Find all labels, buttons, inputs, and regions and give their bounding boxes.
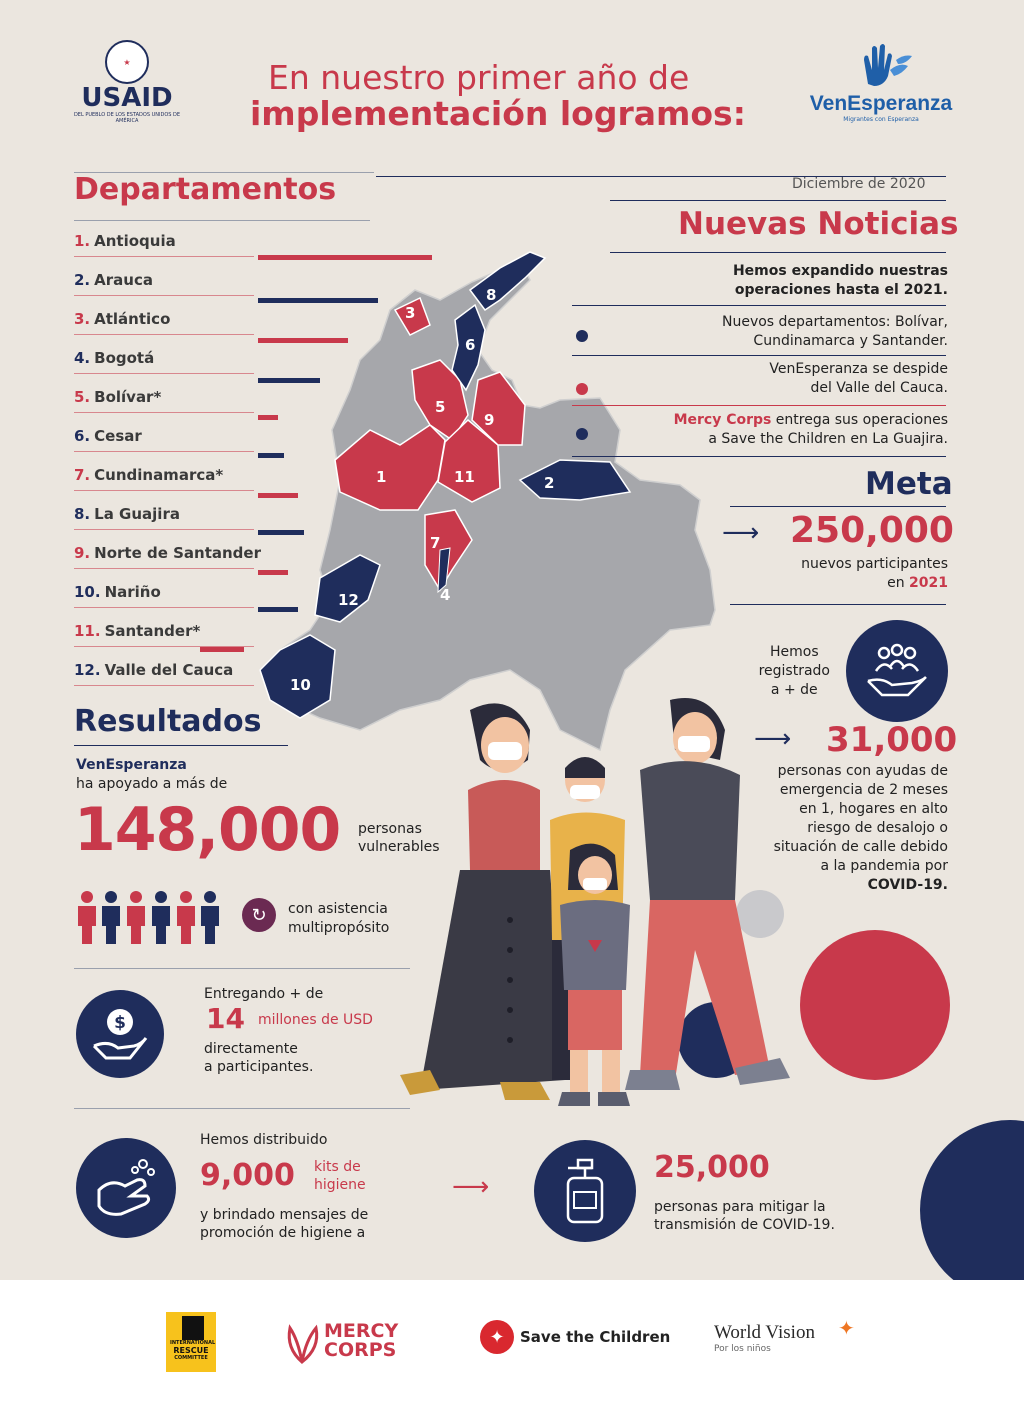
- sanitizer-icon: [534, 1140, 636, 1242]
- map-label-3: 3: [405, 304, 416, 322]
- dinero-description: directamente a participantes.: [204, 1041, 314, 1075]
- departamento-name: Norte de Santander: [94, 544, 261, 562]
- dinero-number: 14: [206, 1002, 245, 1035]
- usaid-name: USAID: [81, 83, 173, 113]
- departamento-number: 1.: [74, 232, 91, 250]
- departamento-divider: [74, 685, 254, 686]
- higiene-number: 9,000: [200, 1158, 295, 1193]
- departamento-divider: [74, 295, 254, 296]
- resultados-people-label: personas vulnerables: [358, 821, 440, 855]
- page-title-line1: En nuestro primer año de: [268, 58, 690, 97]
- meta-description: nuevos participantes en 2021: [801, 556, 948, 591]
- arrow-right-icon: ⟶: [452, 1172, 490, 1202]
- bullet-dot: [576, 383, 588, 395]
- departamento-item: [74, 466, 223, 484]
- departamento-name: Cesar: [94, 427, 142, 445]
- hands-icon: [846, 40, 916, 88]
- departamento-divider: [74, 451, 254, 452]
- save-the-children-logo: ✦ Save the Children: [480, 1320, 670, 1354]
- handwash-icon: [76, 1138, 176, 1238]
- departamento-item: [74, 388, 161, 406]
- departamento-item: [74, 427, 142, 445]
- news-title: Nuevas Noticias: [678, 206, 959, 242]
- irc-logo: INTERNATIONAL RESCUE COMMITTEE: [166, 1312, 216, 1372]
- arrow-right-icon: ⟶: [722, 518, 760, 548]
- multipurpose-icon: ↻: [242, 898, 276, 932]
- registro-description: personas con ayudas de emergencia de 2 meses en 1, hogares en alto riesgo de desalojo o situación de calle debido a la pandemia por COVID-19.: [773, 763, 948, 893]
- meta-number: 250,000: [790, 510, 954, 551]
- departamento-divider: [74, 412, 254, 413]
- departamento-number: 10.: [74, 583, 101, 601]
- venesperanza-subtitle: Migrantes con Esperanza: [843, 116, 919, 123]
- departamento-item: [74, 349, 154, 367]
- map-label-7: 7: [430, 534, 441, 552]
- meta-title: Meta: [865, 466, 953, 502]
- departamento-name: Atlántico: [94, 310, 171, 328]
- departamento-number: 9.: [74, 544, 91, 562]
- departamento-divider: [74, 490, 254, 491]
- map-label-8: 8: [486, 286, 497, 304]
- departamento-item: [74, 661, 233, 679]
- map-label-6: 6: [465, 336, 476, 354]
- multipurpose-label: con asistencia multipropósito: [288, 901, 390, 936]
- resultados-intro: VenEsperanza ha apoyado a más de: [76, 757, 228, 792]
- map-label-1: 1: [376, 468, 387, 486]
- decorative-circle: [920, 1120, 1024, 1300]
- departamento-divider: [74, 256, 254, 257]
- map-label-10: 10: [290, 676, 311, 694]
- departamento-divider: [74, 334, 254, 335]
- map-label-9: 9: [484, 411, 495, 429]
- departamento-name: Arauca: [94, 271, 153, 289]
- person-icon: [201, 891, 219, 944]
- departamento-name: Nariño: [104, 583, 161, 601]
- departamento-item: [74, 271, 153, 289]
- news-item-3: Mercy Corps entrega sus operaciones a Save the Children en La Guajira.: [673, 412, 948, 447]
- map-label-11: 11: [454, 468, 475, 486]
- world-vision-star-icon: ✦: [838, 1316, 855, 1340]
- departamento-divider: [74, 373, 254, 374]
- departamento-divider: [74, 568, 254, 569]
- departamento-name: Cundinamarca*: [94, 466, 224, 484]
- page-title-line2: implementación logramos:: [250, 94, 746, 133]
- departamento-item: [74, 544, 261, 562]
- venesperanza-logo: [806, 40, 956, 123]
- save-the-children-icon: ✦: [480, 1320, 514, 1354]
- higiene-description: y brindado mensajes de promoción de higiene a: [200, 1207, 369, 1241]
- mercy-corps-icon: [282, 1318, 324, 1364]
- map-label-2: 2: [544, 474, 555, 492]
- person-icon: [78, 891, 96, 944]
- resultados-number: 148,000: [74, 795, 341, 865]
- higiene-result: personas para mitigar la transmisión de COVID-19.: [654, 1199, 835, 1233]
- colombia-map: [240, 230, 780, 760]
- departamento-number: 3.: [74, 310, 91, 328]
- resultados-title: Resultados: [74, 704, 262, 739]
- departamento-number: 12.: [74, 661, 101, 679]
- departamento-number: 5.: [74, 388, 91, 406]
- community-care-icon: [846, 620, 948, 722]
- registro-number: 31,000: [826, 720, 958, 760]
- departamento-name: Bolívar*: [94, 388, 162, 406]
- departamento-name: Valle del Cauca: [104, 661, 234, 679]
- irc-mark-icon: [182, 1316, 204, 1340]
- departamento-number: 8.: [74, 505, 91, 523]
- map-label-4: 4: [440, 586, 451, 604]
- arrow-right-icon: ⟶: [754, 724, 792, 754]
- bullet-dot: [576, 428, 588, 440]
- svg-text:$: $: [114, 1013, 126, 1033]
- person-icon: [152, 891, 170, 944]
- departamento-number: 6.: [74, 427, 91, 445]
- venesperanza-name: VenEsperanza: [809, 92, 953, 115]
- departamento-name: Santander*: [104, 622, 201, 640]
- decorative-circle: [800, 930, 950, 1080]
- usaid-seal-icon: ★: [105, 40, 149, 84]
- person-icon: [177, 891, 195, 944]
- departamento-item: [74, 622, 200, 640]
- departamento-divider: [74, 607, 254, 608]
- map-label-12: 12: [338, 591, 359, 609]
- news-expand-text: Hemos expandido nuestras operaciones hasta el 2021.: [732, 263, 948, 298]
- person-icon: [127, 891, 145, 944]
- family-illustration: [390, 690, 820, 1120]
- departamento-number: 4.: [74, 349, 91, 367]
- departamento-number: 2.: [74, 271, 91, 289]
- people-icons: [76, 890, 224, 944]
- news-item-1: Nuevos departamentos: Bolívar, Cundinamarca y Santander.: [721, 314, 948, 349]
- departamento-item: [74, 505, 180, 523]
- news-item-2: VenEsperanza se despide del Valle del Cauca.: [769, 361, 948, 396]
- departamento-name: Antioquia: [94, 232, 176, 250]
- departamento-item: [74, 310, 170, 328]
- person-icon: [102, 891, 120, 944]
- departamento-number: 7.: [74, 466, 91, 484]
- higiene-unit: kits de higiene: [314, 1159, 366, 1193]
- departamento-item: [74, 232, 176, 250]
- registro-intro: Hemos registrado a + de: [758, 644, 830, 698]
- usaid-subtitle: DEL PUEBLO DE LOS ESTADOS UNIDOS DE AMÉRICA: [73, 112, 181, 124]
- dinero-unit: millones de USD: [258, 1012, 373, 1028]
- world-vision-logo: World Vision Por los niños ✦: [714, 1316, 855, 1354]
- footer-partners: [0, 1280, 1024, 1408]
- bullet-dot: [576, 330, 588, 342]
- usaid-logo: [72, 40, 182, 124]
- departamento-item: [74, 583, 161, 601]
- date-label: Diciembre de 2020: [792, 176, 926, 192]
- dinero-line1: Entregando + de: [204, 986, 324, 1002]
- departamento-name: La Guajira: [94, 505, 180, 523]
- departamentos-title: Departamentos: [74, 172, 337, 207]
- higiene-line1: Hemos distribuido: [200, 1132, 328, 1148]
- higiene-number2: 25,000: [654, 1150, 770, 1185]
- map-label-5: 5: [435, 398, 446, 416]
- departamento-divider: [74, 529, 254, 530]
- mercy-corps-logo: MERCY CORPS: [282, 1318, 398, 1364]
- money-hand-icon: [76, 990, 164, 1078]
- departamento-number: 11.: [74, 622, 101, 640]
- departamento-name: Bogotá: [94, 349, 155, 367]
